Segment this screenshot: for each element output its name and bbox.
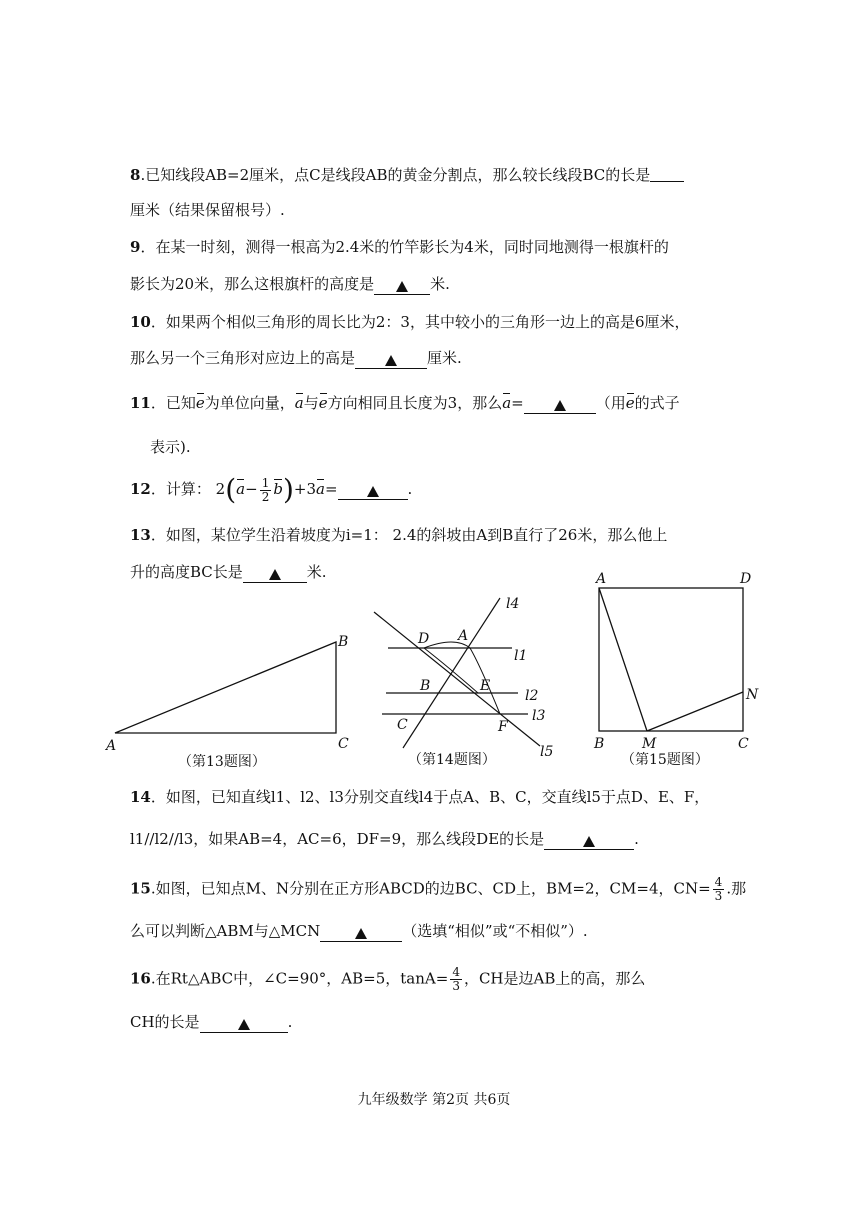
q9-text: ．在某一时刻，测得一根高为2.4米的竹竿影长为4米，同时同地测得一根旗杆的 [140,238,669,256]
vector-e: e [195,394,205,412]
triangle-icon [583,836,595,847]
vector-e: e [318,394,328,412]
q15-hint: （选填“相似”或“不相似”）. [402,922,588,940]
fig13-caption: （第13题图） [178,754,266,770]
fig15-label-D: D [740,571,752,587]
q11-text-6: （用 [595,394,626,412]
q15-line2 [130,920,588,941]
left-paren: ( [225,473,237,506]
q9-text2: 影长为20米，那么这根旗杆的高度是 [130,275,375,293]
q11-text-1: ．已知 [150,394,196,412]
fig15-square [599,588,743,731]
fig15-caption: （第15题图） [621,752,709,768]
fig14-label-l5: l5 [540,744,554,760]
vector-a: a [236,480,246,498]
q11-line2: 表示). [150,438,191,456]
q10-number: 10 [130,313,151,331]
vector-e: e [625,394,635,412]
fraction-top: 4 [714,875,723,889]
minus-sign: − [245,480,258,498]
q15-line1 [130,876,746,903]
fig13-label-A: A [106,738,117,754]
fig14-label-l4: l4 [506,596,520,612]
q13-text2: 升的高度BC长是 [130,563,243,581]
q11-text-7: 的式子 [634,394,680,412]
fig15-label-B: B [594,736,605,752]
q11-number: 11 [130,394,151,412]
q15-answer-blank [320,924,402,942]
q14-number: 14 [130,788,151,806]
q15-text-end: .那 [726,879,747,898]
fig14-label-D: D [418,631,430,647]
q8-number: 8 [130,166,141,184]
fraction-bottom: 2 [261,489,270,504]
q16-line2 [130,1011,292,1032]
fig14-label-l2: l2 [525,688,539,704]
q9-unit: 米. [430,275,450,293]
period: . [407,480,413,498]
equals: = [324,480,338,498]
fig14-label-C: C [397,717,408,733]
q16-line1 [130,966,645,993]
q11-equals: = [511,394,524,412]
fraction-bottom: 3 [714,889,723,903]
q14-text: ．如图，已知直线l1、l2、l3分别交直线l4于点A、B、C，交直线l5于点D、E、F， [150,788,710,806]
q16-answer-blank [200,1015,288,1033]
triangle-icon [355,928,367,939]
q13-text: ．如图，某位学生沿着坡度为i=1： 2.4的斜坡由A到B直行了26米，那么他上 [150,526,668,544]
fraction-bottom: 3 [452,979,460,993]
fig14-label-F: F [498,719,508,735]
q13-unit: 米. [306,563,327,581]
right-paren: ) [282,473,294,506]
fig15-label-M: M [642,736,657,752]
fig14-label-B: B [420,678,431,694]
page-footer: 九年级数学 第2页 共6页 [357,1092,511,1108]
q13-number: 13 [130,526,151,544]
q15-number: 15 [130,879,151,898]
q16-text2: CH的长是 [130,1013,200,1031]
fig14-label-E: E [480,678,491,694]
q11-text-3: 与 [303,394,319,412]
fraction-four-thirds [450,966,462,993]
q8-text: .已知线段AB=2厘米，点C是线段AB的黄金分割点，那么较长线段BC的长是 [140,166,651,184]
q16-text-end: ，CH是边AB上的高，那么 [463,969,646,988]
plus-three: +3 [293,480,316,498]
fig15-segment-AM [599,588,647,731]
q8-line2: 厘米（结果保留根号）. [130,201,285,219]
fig15-segment-MN [647,692,743,731]
q14-line2 [130,828,639,849]
q14-end: . [634,830,639,848]
fraction-top: 4 [452,965,460,979]
q15-text: .如图，已知点M、N分别在正方形ABCD的边BC、CD上，BM=2，CM=4，CN= [150,879,711,898]
fig15-label-N: N [746,687,759,703]
q16-end: . [287,1013,293,1031]
q15-text2: 么可以判断△ABM与△MCN [130,922,321,940]
fig15-label-C: C [738,736,749,752]
fig15-label-A: A [596,571,607,587]
vector-a: a [316,480,325,498]
q10-unit: 厘米. [427,349,462,367]
vector-b: b [273,480,283,498]
fig13-label-C: C [338,736,349,752]
q11-text-4: 方向相同且长度为3，那么 [327,394,503,412]
q10-text2: 那么另一个三角形对应边上的高是 [130,349,356,367]
q11-text-2: 为单位向量， [204,394,295,412]
fig14-caption: （第14题图） [408,752,496,768]
q14-line1 [130,786,709,807]
fig13-label-B: B [338,634,349,650]
q16-number: 16 [130,969,151,988]
q14-answer-blank [544,832,634,850]
q12-text: ．计算： [150,480,211,498]
q10-text: ．如果两个相似三角形的周长比为2：3，其中较小的三角形一边上的高是6厘米， [150,313,690,331]
triangle-icon [238,1019,250,1030]
q16-text: .在Rt△ABC中，∠C=90°，AB=5，tanA= [150,969,449,988]
fig14-label-A: A [458,628,469,644]
vector-a: a [502,394,512,412]
q12-number: 12 [130,480,151,498]
q14-text2: l1//l2//l3，如果AB=4，AC=6，DF=9，那么线段DE的长是 [130,830,545,848]
fig14-label-l1: l1 [514,648,528,664]
fraction-top: 1 [261,475,270,490]
fraction-four-thirds [713,876,725,903]
q12-coefficient: 2 [215,480,226,498]
vector-a: a [294,394,304,412]
fig14-label-l3: l3 [532,708,546,724]
q9-number: 9 [130,238,141,256]
